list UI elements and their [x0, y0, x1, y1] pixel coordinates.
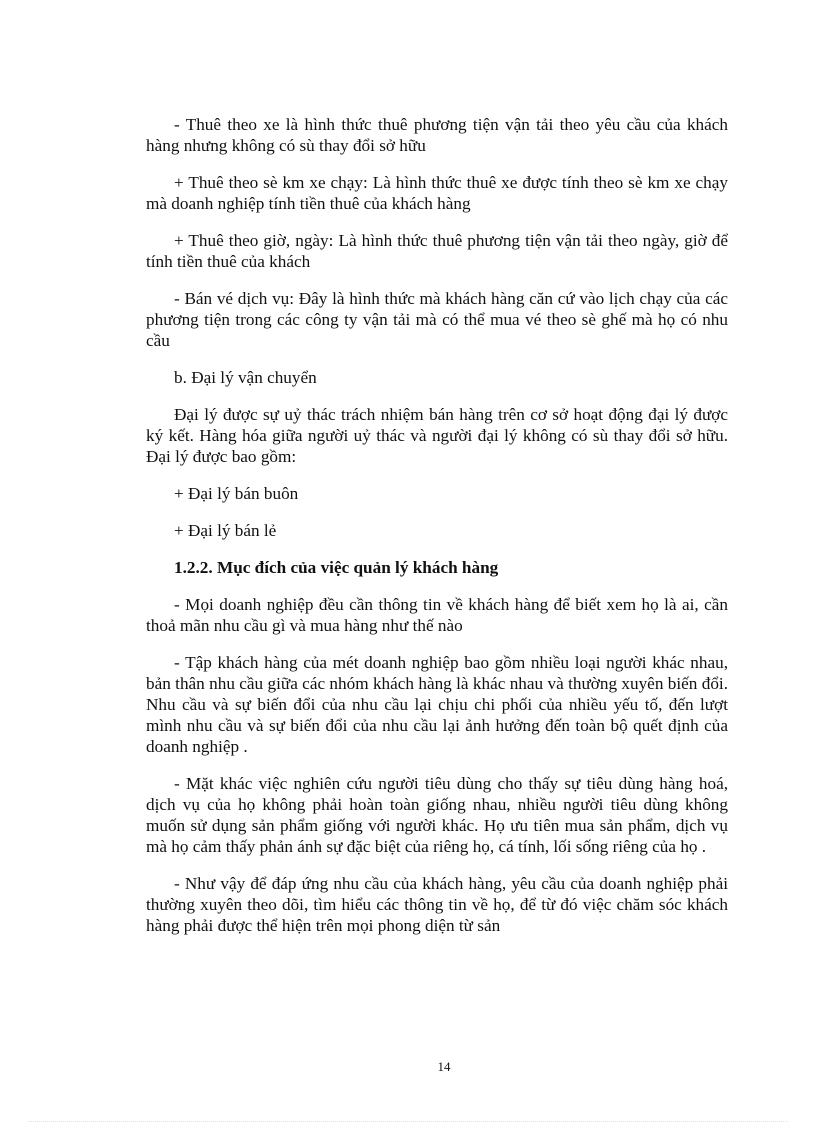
paragraph-ticket-sales: - Bán vé dịch vụ: Đây là hình thức mà khách hàng căn cứ vào lịch chạy của các phương tiện trong các công ty vận tải mà có thể mua vé theo sè ghế mà họ có nhu cầu: [146, 289, 728, 350]
paragraph-customer-care: - Như vậy để đáp ứng nhu cầu của khách hàng, yêu cầu của doanh nghiệp phải thường xuyên theo dõi, tìm hiểu các thông tin về họ, để từ đó việc chăm sóc khách hàng phải được thể hiện trên mọi phong diện từ sản: [146, 874, 728, 935]
page-number: 14: [437, 1059, 451, 1074]
page-bottom-divider: [28, 1121, 788, 1122]
list-item-wholesale-agency: + Đại lý bán buôn: [174, 484, 299, 503]
paragraph-rent-by-time: + Thuê theo giờ, ngày: Là hình thức thuê phương tiện vận tải theo ngày, giờ để tính tiền thuê của khách: [146, 231, 728, 271]
paragraph-customer-info: - Mọi doanh nghiệp đều cần thông tin về khách hàng để biết xem họ là ai, cần thoả mãn nhu cầu gì và mua hàng như thế nào: [146, 595, 728, 635]
paragraph-rent-by-vehicle: - Thuê theo xe là hình thức thuê phương tiện vận tải theo yêu cầu của khách hàng nhưng không có sù thay đổi sở hữu: [146, 115, 728, 155]
document-body: [146, 114, 728, 952]
section-heading: 1.2.2. Mục đích của việc quản lý khách hàng: [174, 558, 499, 577]
paragraph-agency-definition: Đại lý được sự uỷ thác trách nhiệm bán hàng trên cơ sở hoạt động đại lý được ký kết. Hàng hóa giữa người uỷ thác và người đại lý không có sù thay đổi sở hữu. Đại lý được bao gồm:: [146, 405, 728, 466]
paragraph-rent-by-km: + Thuê theo sè km xe chạy: Là hình thức thuê xe được tính theo sè km xe chạy mà doanh nghiệp tính tiền thuê của khách hàng: [146, 173, 728, 213]
subsection-title-agency: b. Đại lý vận chuyển: [174, 368, 317, 387]
paragraph-consumer-research: - Mặt khác việc nghiên cứu người tiêu dùng cho thấy sự tiêu dùng hàng hoá, dịch vụ của họ không phải hoàn toàn giống nhau, nhiều người tiêu dùng không muốn sử dụng sản phẩm giống với người khác. Họ ưu tiên mua sản phẩm, dịch vụ mà họ cảm thấy phản ánh sự đặc biệt của riêng họ, cá tính, lối sống riêng của họ .: [146, 774, 728, 856]
paragraph-customer-groups: - Tập khách hàng của mét doanh nghiệp bao gồm nhiều loại người khác nhau, bản thân nhu cầu giữa các nhóm khách hàng là khác nhau và thường xuyên biến đổi. Nhu cầu và sự biến đổi của nhu cầu lại chịu chi phối của nhiều yếu tố, đến lượt mình nhu cầu và sự biến đổi của nhu cầu lại ảnh hưởng đến toàn bộ quết định của doanh nghiệp .: [146, 653, 728, 756]
list-item-retail-agency: + Đại lý bán lẻ: [174, 521, 277, 540]
